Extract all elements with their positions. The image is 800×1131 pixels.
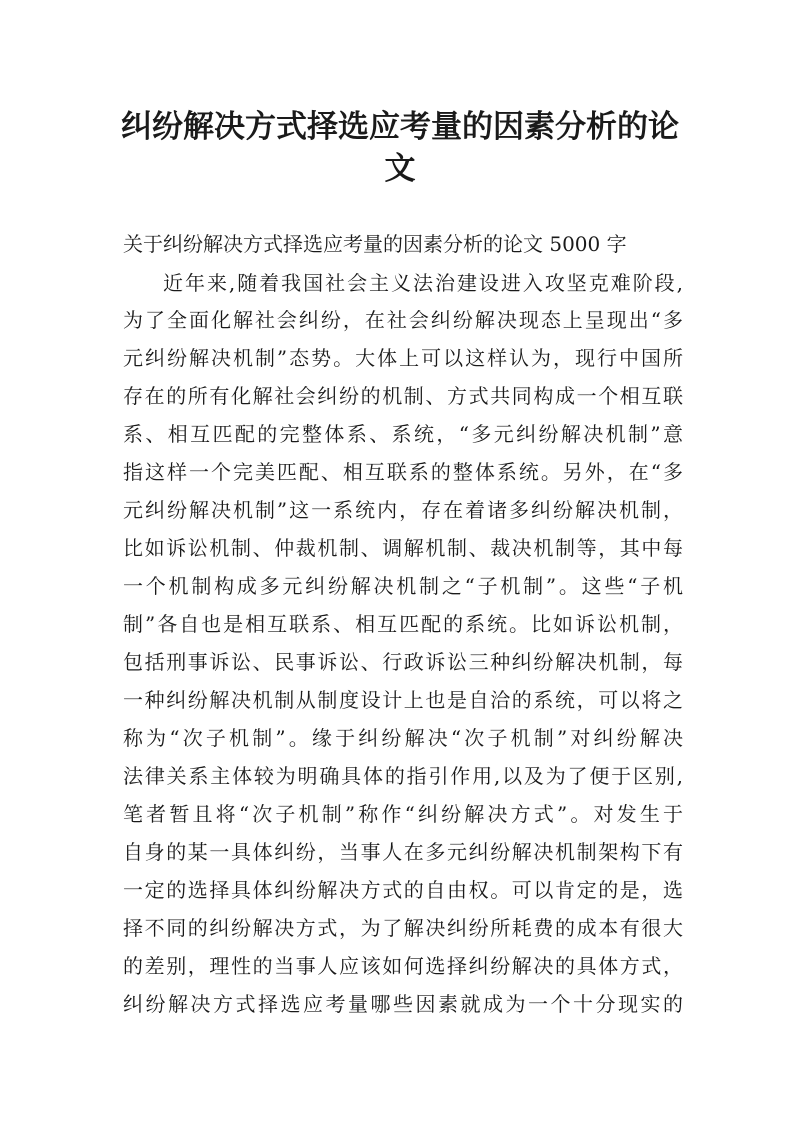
paragraph-line: 择不同的纠纷解决方式，为了解决纠纷所耗费的成本有很大 — [123, 916, 683, 940]
paragraph-line: 一个机制构成多元纠纷解决机制之“子机制”。这些“子机 — [123, 574, 683, 598]
paragraph-line: 法律关系主体较为明确具体的指引作用,以及为了便于区别, — [123, 764, 683, 788]
paragraph-line: 自身的某一具体纠纷，当事人在多元纠纷解决机制架构下有 — [123, 840, 683, 864]
paragraph-line: 制”各自也是相互联系、相互匹配的系统。比如诉讼机制， — [123, 612, 683, 636]
paragraph-line: 系、相互匹配的完整体系、系统，“多元纠纷解决机制”意 — [123, 422, 683, 446]
document-title-line-1: 纠纷解决方式择选应考量的因素分析的论 — [121, 109, 679, 145]
document-title-line-2: 文 — [384, 151, 416, 187]
document-subtitle: 关于纠纷解决方式择选应考量的因素分析的论文 5000 字 — [123, 232, 627, 256]
paragraph-line: 近年来,随着我国社会主义法治建设进入攻坚克难阶段, — [163, 271, 683, 295]
paragraph-line: 元纠纷解决机制”态势。大体上可以这样认为，现行中国所 — [123, 346, 683, 370]
paragraph-line: 纠纷解决方式择选应考量哪些因素就成为一个十分现实的 — [123, 992, 683, 1016]
paragraph-line: 包括刑事诉讼、民事诉讼、行政诉讼三种纠纷解决机制，每 — [123, 650, 683, 674]
paragraph-line: 为了全面化解社会纠纷，在社会纠纷解决现态上呈现出“多 — [123, 308, 683, 332]
paragraph-line: 的差别，理性的当事人应该如何选择纠纷解决的具体方式， — [123, 954, 683, 978]
paragraph-line: 一种纠纷解决机制从制度设计上也是自洽的系统，可以将之 — [123, 688, 683, 712]
paragraph-line: 笔者暂且将“次子机制”称作“纠纷解决方式”。对发生于 — [123, 802, 683, 826]
paragraph-line: 元纠纷解决机制”这一系统内，存在着诸多纠纷解决机制， — [123, 498, 683, 522]
paragraph-line: 一定的选择具体纠纷解决方式的自由权。可以肯定的是，选 — [123, 878, 683, 902]
paragraph-line: 比如诉讼机制、仲裁机制、调解机制、裁决机制等，其中每 — [123, 536, 683, 560]
paragraph-line: 存在的所有化解社会纠纷的机制、方式共同构成一个相互联 — [123, 384, 683, 408]
paragraph-line: 称为“次子机制”。缘于纠纷解决“次子机制”对纠纷解决 — [123, 726, 683, 750]
paragraph-line: 指这样一个完美匹配、相互联系的整体系统。另外，在“多 — [123, 460, 683, 484]
